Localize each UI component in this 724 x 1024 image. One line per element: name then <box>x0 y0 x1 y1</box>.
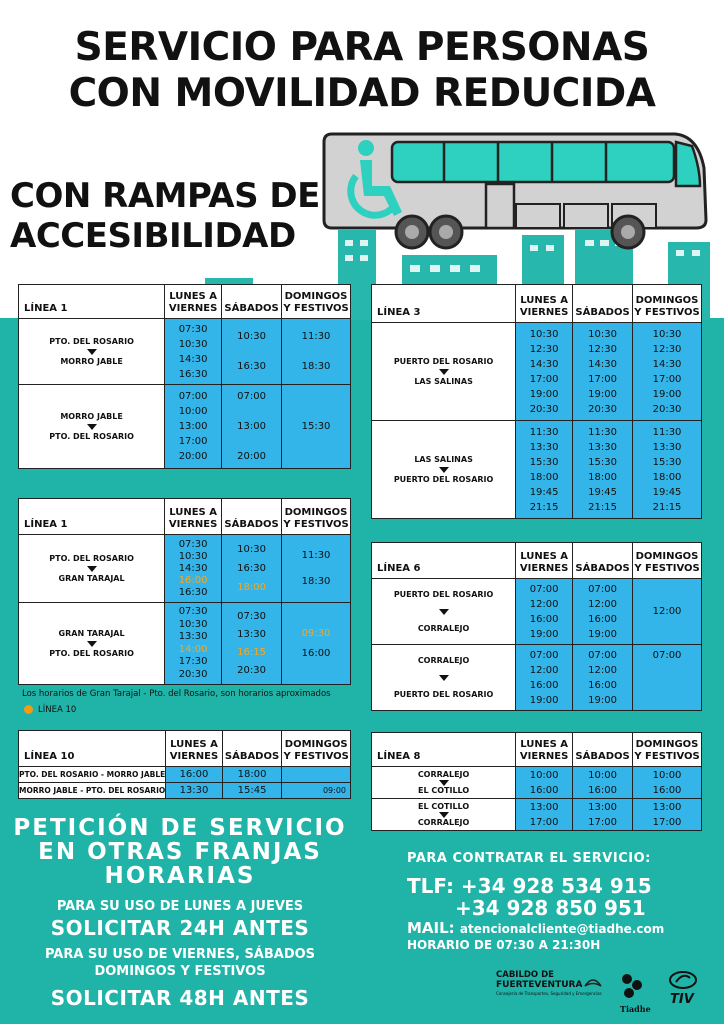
contract-title: PARA CONTRATAR EL SERVICIO: <box>407 851 651 866</box>
time: 15:45 <box>222 783 282 799</box>
shell-logo-icon <box>582 972 604 990</box>
time: 20:30 <box>237 664 266 676</box>
time: 17:00 <box>652 816 682 828</box>
orange-dot-icon <box>24 705 33 714</box>
time: 19:45 <box>529 486 559 498</box>
header-saturday: SÁBADOS <box>573 543 633 579</box>
route-to: PUERTO DEL ROSARIO <box>393 689 494 699</box>
route-to: GRAN TARAJAL <box>58 573 125 583</box>
weekday-request-text: SOLICITAR 24H ANTES <box>50 916 310 940</box>
time: 20:00 <box>237 451 266 462</box>
route-cell <box>372 799 516 831</box>
route-cell <box>372 645 516 711</box>
times-sunday <box>282 319 351 385</box>
time: 16:00 <box>529 784 559 796</box>
time: 16:30 <box>237 361 266 372</box>
time: 15:30 <box>652 456 682 468</box>
direction-arrow-icon <box>439 675 449 681</box>
time: 18:00 <box>588 471 617 483</box>
header-weekdays: LUNES A VIERNES <box>516 543 573 579</box>
time: 16:00 <box>301 647 331 659</box>
time: 19:00 <box>588 628 617 640</box>
time: 19:00 <box>529 694 559 706</box>
header-saturday: SÁBADOS <box>222 285 282 319</box>
mail-label: MAIL: <box>407 919 455 937</box>
mail-line <box>407 919 664 937</box>
route-cell <box>372 579 516 645</box>
route-to: LAS SALINAS <box>414 376 473 386</box>
route-cell <box>19 319 165 385</box>
time: 10:30 <box>652 328 682 340</box>
time: 16:00 <box>588 679 617 691</box>
subtitle-line-2: ACCESIBILIDAD <box>10 216 296 256</box>
schedule-table-linea6 <box>371 542 702 711</box>
header-sunday: DOMINGOS Y FESTIVOS <box>282 731 351 767</box>
header-weekdays: LUNES A VIERNES <box>516 733 573 767</box>
time-linea10: 18:00 <box>237 582 266 593</box>
time: 12:30 <box>652 343 682 355</box>
time: 10:30 <box>237 544 266 555</box>
time: 10:30 <box>237 331 266 342</box>
route-cell <box>19 385 165 469</box>
hours-text: HORARIO DE 07:30 A 21:30H <box>407 938 601 952</box>
time: 21:15 <box>588 501 617 513</box>
direction-arrow-icon <box>439 369 449 375</box>
tiadhe-logo-text: Tiadhe <box>620 1004 651 1014</box>
cabildo-logo-line-2: FUERTEVENTURA <box>496 980 583 990</box>
time: 10:30 <box>529 328 559 340</box>
time <box>282 767 351 783</box>
time: 17:00 <box>529 373 559 385</box>
time: 16:00 <box>166 767 222 783</box>
time: 07:00 <box>529 649 559 661</box>
time: 12:00 <box>652 606 682 617</box>
time: 20:30 <box>529 403 559 415</box>
direction-arrow-icon <box>87 349 97 355</box>
header-weekdays: LUNES A VIERNES <box>165 285 222 319</box>
time-linea10: 16:15 <box>237 646 266 658</box>
route-from: CORRALEJO <box>417 655 470 665</box>
time: 12:30 <box>588 343 617 355</box>
direction-arrow-icon <box>87 424 97 430</box>
subtitle <box>10 176 320 256</box>
route-from: PUERTO DEL ROSARIO <box>393 356 494 366</box>
times-saturday <box>573 799 633 831</box>
route-to: PTO. DEL ROSARIO <box>49 648 134 658</box>
time: 14:30 <box>529 358 559 370</box>
mail-address[interactable]: atencionalcliente@tiadhe.com <box>459 922 665 936</box>
line-name: LÍNEA 10 <box>19 731 166 767</box>
header-saturday: SÁBADOS <box>573 285 633 323</box>
time: 17:00 <box>178 436 208 447</box>
time: 16:30 <box>178 586 208 598</box>
route-cell <box>372 767 516 799</box>
time: 13:30 <box>237 628 266 640</box>
legend-label: LÍNEA 10 <box>38 705 77 715</box>
time: 10:00 <box>652 769 682 781</box>
route-from: MORRO JABLE <box>60 411 123 421</box>
weekend-use-text-1: PARA SU USO DE VIERNES, SÁBADOS <box>44 947 316 962</box>
schedule-table-linea10 <box>18 730 351 799</box>
time: 14:30 <box>652 358 682 370</box>
header-sunday: DOMINGOS Y FESTIVOS <box>282 499 351 535</box>
route-cell <box>19 535 165 603</box>
header-sunday: DOMINGOS Y FESTIVOS <box>633 543 702 579</box>
route-from: LAS SALINAS <box>414 454 473 464</box>
header-sunday: DOMINGOS Y FESTIVOS <box>282 285 351 319</box>
route-cell: MORRO JABLE - PTO. DEL ROSARIO <box>19 783 166 799</box>
time: 18:00 <box>652 471 682 483</box>
header-saturday: SÁBADOS <box>222 499 282 535</box>
time: 19:00 <box>652 388 682 400</box>
time: 10:00 <box>178 406 208 417</box>
times-saturday <box>573 767 633 799</box>
time: 07:00 <box>178 391 208 402</box>
times-weekdays <box>165 319 222 385</box>
time: 11:30 <box>301 549 331 561</box>
schedule-table-linea3 <box>371 284 702 519</box>
time: 18:00 <box>222 767 282 783</box>
times-sunday <box>633 579 702 645</box>
times-sunday <box>282 385 351 469</box>
route-cell: PTO. DEL ROSARIO - MORRO JABLE <box>19 767 166 783</box>
times-weekdays <box>516 323 573 421</box>
route-to: MORRO JABLE <box>60 356 123 366</box>
time: 07:00 <box>529 583 559 595</box>
subtitle-line-1: CON RAMPAS DE <box>10 176 320 216</box>
time: 11:30 <box>652 426 682 438</box>
time: 14:30 <box>178 353 208 365</box>
route-to: CORRALEJO <box>417 623 470 633</box>
times-weekdays <box>516 767 573 799</box>
time: 12:00 <box>529 664 559 676</box>
times-saturday <box>573 421 633 519</box>
times-sunday <box>282 535 351 603</box>
times-saturday <box>573 323 633 421</box>
tiadhe-logo-icon <box>620 972 644 1000</box>
route-to: CORRALEJO <box>417 817 470 827</box>
line-name: LÍNEA 1 <box>19 499 165 535</box>
schedule-table-linea1-morro-jable <box>18 284 351 469</box>
time: 13:00 <box>588 801 617 813</box>
legend-linea10 <box>24 705 76 715</box>
times-weekdays <box>516 421 573 519</box>
direction-arrow-icon <box>87 566 97 572</box>
time: 12:00 <box>588 664 617 676</box>
route-from: CORRALEJO <box>417 769 470 779</box>
time: 07:00 <box>237 391 266 402</box>
time: 07:30 <box>178 323 208 335</box>
times-sunday <box>633 645 702 711</box>
direction-arrow-icon <box>87 641 97 647</box>
times-saturday <box>573 645 633 711</box>
time: 13:00 <box>529 801 559 813</box>
time: 17:00 <box>588 373 617 385</box>
cabildo-logo-subtitle: Consejería de Transportes, Seguridad y Emergencias <box>496 991 602 996</box>
time: 16:30 <box>237 563 266 574</box>
time: 13:30 <box>652 441 682 453</box>
route-to: PUERTO DEL ROSARIO <box>393 474 494 484</box>
times-saturday <box>222 319 282 385</box>
time: 17:30 <box>178 656 208 667</box>
times-saturday <box>222 535 282 603</box>
request-title <box>0 816 360 888</box>
time: 16:00 <box>652 784 682 796</box>
schedule-table-linea8 <box>371 732 702 831</box>
time: 15:30 <box>301 421 331 432</box>
time: 17:00 <box>529 816 559 828</box>
header-weekdays: LUNES A VIERNES <box>166 731 222 767</box>
phone-label: TLF: <box>407 874 454 898</box>
time: 13:00 <box>652 801 682 813</box>
phone-number-1[interactable]: +34 928 534 915 <box>460 874 652 898</box>
time: 07:00 <box>588 649 617 661</box>
direction-arrow-icon <box>439 467 449 473</box>
route-to: EL COTILLO <box>417 785 470 795</box>
time: 15:30 <box>588 456 617 468</box>
route-from: PUERTO DEL ROSARIO <box>393 589 494 599</box>
time: 19:00 <box>529 388 559 400</box>
time: 14:30 <box>588 358 617 370</box>
request-title-line-3: HORARIAS <box>104 863 256 889</box>
route-to: PTO. DEL ROSARIO <box>49 431 134 441</box>
time: 12:30 <box>529 343 559 355</box>
time: 13:30 <box>178 631 208 642</box>
times-weekdays <box>165 603 222 685</box>
phone-number-2[interactable]: +34 928 850 951 <box>455 896 646 920</box>
time: 16:00 <box>529 679 559 691</box>
cabildo-logo-line-1: CABILDO DE <box>496 970 554 980</box>
header-sunday: DOMINGOS Y FESTIVOS <box>633 285 702 323</box>
line-name: LÍNEA 8 <box>372 733 516 767</box>
time: 18:00 <box>529 471 559 483</box>
time: 09:00 <box>282 783 351 799</box>
time-linea10: 09:30 <box>301 627 331 639</box>
route-cell <box>372 421 516 519</box>
time: 10:00 <box>588 769 617 781</box>
time: 19:00 <box>588 694 617 706</box>
time: 07:00 <box>588 583 617 595</box>
time: 11:30 <box>301 331 331 342</box>
time: 14:30 <box>178 562 208 574</box>
time-linea10: 16:00 <box>178 574 208 586</box>
times-weekdays <box>516 579 573 645</box>
schedule-table-linea1-gran-tarajal <box>18 498 351 685</box>
header-sunday: DOMINGOS Y FESTIVOS <box>633 733 702 767</box>
times-sunday <box>633 323 702 421</box>
time: 10:00 <box>529 769 559 781</box>
times-sunday <box>633 799 702 831</box>
route-from: EL COTILLO <box>417 801 470 811</box>
weekday-use-text: PARA SU USO DE LUNES A JUEVES <box>56 899 304 914</box>
time: 19:00 <box>588 388 617 400</box>
tiv-logo-icon <box>668 970 698 990</box>
request-title-line-1: PETICIÓN DE SERVICIO <box>13 815 347 841</box>
route-from: PTO. DEL ROSARIO <box>49 553 134 563</box>
time: 19:45 <box>588 486 617 498</box>
header-weekdays: LUNES A VIERNES <box>165 499 222 535</box>
weekend-request-text: SOLICITAR 48H ANTES <box>50 986 310 1010</box>
time: 10:30 <box>178 550 208 562</box>
line-name: LÍNEA 3 <box>372 285 516 323</box>
times-weekdays <box>165 535 222 603</box>
header-weekdays: LUNES A VIERNES <box>516 285 573 323</box>
route-from: GRAN TARAJAL <box>58 628 125 638</box>
time: 11:30 <box>529 426 559 438</box>
times-sunday <box>633 421 702 519</box>
time: 07:30 <box>178 538 208 550</box>
time-linea10: 14:00 <box>178 643 208 655</box>
times-weekdays <box>516 799 573 831</box>
title-line-2: CON MOVILIDAD REDUCIDA <box>68 71 656 116</box>
route-cell <box>372 323 516 421</box>
time: 13:30 <box>588 441 617 453</box>
times-weekdays <box>516 645 573 711</box>
time: 16:00 <box>588 784 617 796</box>
time: 21:15 <box>652 501 682 513</box>
time: 13:30 <box>529 441 559 453</box>
times-sunday <box>633 767 702 799</box>
time: 20:30 <box>652 403 682 415</box>
header-saturday: SÁBADOS <box>222 731 282 767</box>
header-saturday: SÁBADOS <box>573 733 633 767</box>
time: 18:30 <box>301 575 331 587</box>
time: 07:30 <box>178 606 208 617</box>
time: 20:30 <box>178 668 208 680</box>
line-name: LÍNEA 6 <box>372 543 516 579</box>
time: 10:30 <box>178 618 208 630</box>
time: 12:00 <box>529 598 559 610</box>
bus-illustration <box>320 128 720 253</box>
time: 10:30 <box>588 328 617 340</box>
time: 12:00 <box>588 598 617 610</box>
time: 21:15 <box>529 501 559 513</box>
time: 20:00 <box>178 451 208 462</box>
time: 20:30 <box>588 403 617 415</box>
time: 19:45 <box>652 486 682 498</box>
times-saturday <box>573 579 633 645</box>
time: 13:30 <box>166 783 222 799</box>
times-saturday <box>222 385 282 469</box>
tiv-logo-text: TIV <box>670 992 694 1007</box>
time: 07:00 <box>652 650 682 661</box>
time: 10:30 <box>178 338 208 350</box>
time: 16:30 <box>178 368 208 380</box>
times-weekdays <box>165 385 222 469</box>
phone-line-1 <box>407 874 652 898</box>
time: 17:00 <box>588 816 617 828</box>
time: 17:00 <box>652 373 682 385</box>
times-sunday <box>282 603 351 685</box>
time: 18:30 <box>301 361 331 372</box>
time: 19:00 <box>529 628 559 640</box>
direction-arrow-icon <box>439 609 449 615</box>
time: 13:00 <box>237 421 266 432</box>
line-name: LÍNEA 1 <box>19 285 165 319</box>
weekend-use-text-2: DOMINGOS Y FESTIVOS <box>94 964 266 979</box>
route-from: PTO. DEL ROSARIO <box>49 336 134 346</box>
time: 07:30 <box>237 610 266 622</box>
time: 15:30 <box>529 456 559 468</box>
approximate-times-note: Los horarios de Gran Tarajal - Pto. del Rosario, son horarios aproximados <box>22 689 331 699</box>
time: 16:00 <box>588 613 617 625</box>
route-cell <box>19 603 165 685</box>
title-line-1: SERVICIO PARA PERSONAS <box>74 25 650 70</box>
times-saturday <box>222 603 282 685</box>
time: 16:00 <box>529 613 559 625</box>
time: 13:00 <box>178 421 208 432</box>
time: 11:30 <box>588 426 617 438</box>
request-title-line-2: EN OTRAS FRANJAS <box>38 839 322 865</box>
